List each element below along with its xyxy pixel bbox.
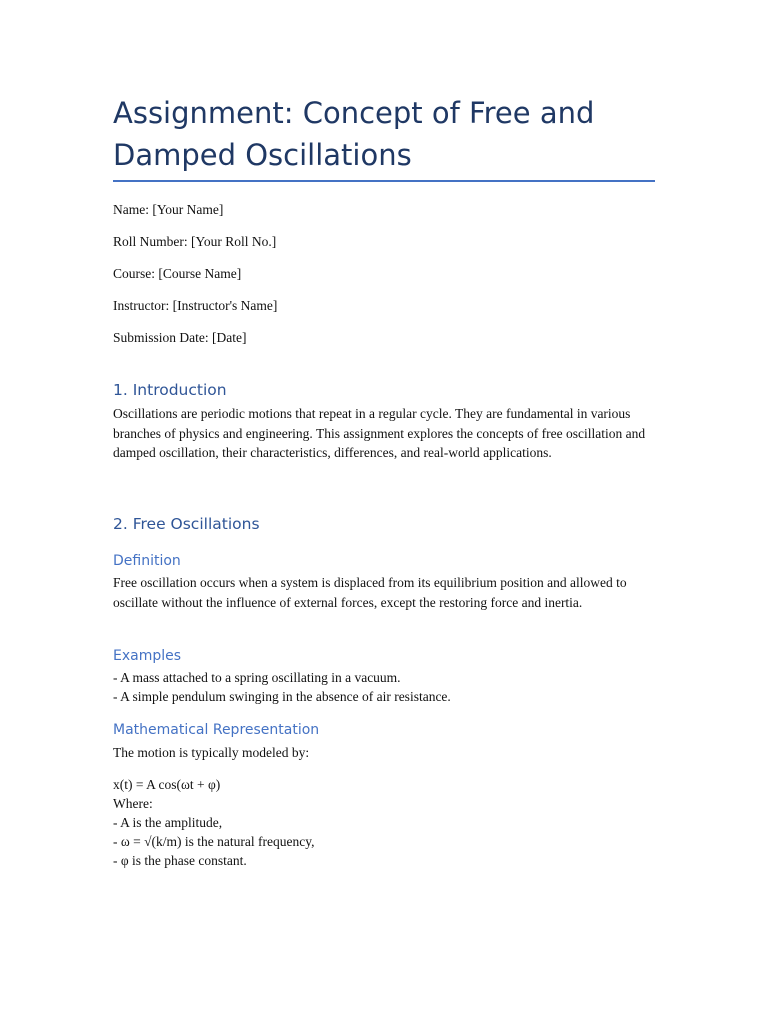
document-title	[113, 92, 658, 176]
math-representation-heading: Mathematical Representation	[113, 722, 320, 738]
meta-instructor: Instructor: [Instructor's Name]	[113, 298, 278, 313]
example-item: - A mass attached to a spring oscillating in a vacuum.	[113, 670, 401, 685]
meta-name: Name: [Your Name]	[113, 202, 224, 217]
free-oscillations-heading: 2. Free Oscillations	[113, 515, 260, 533]
where-label: Where:	[113, 796, 153, 811]
meta-roll-number: Roll Number: [Your Roll No.]	[113, 234, 277, 249]
meta-course: Course: [Course Name]	[113, 266, 242, 281]
where-item: - A is the amplitude,	[113, 815, 223, 830]
title-line-1: Assignment: Concept of Free and	[113, 96, 595, 130]
where-item: - φ is the phase constant.	[113, 853, 247, 868]
where-item: - ω = √(k/m) is the natural frequency,	[113, 834, 315, 849]
equation: x(t) = A cos(ωt + φ)	[113, 777, 221, 792]
intro-heading: 1. Introduction	[113, 381, 227, 399]
math-intro: The motion is typically modeled by:	[113, 745, 310, 760]
intro-paragraph: Oscillations are periodic motions that repeat in a regular cycle. They are fundamental in various branches of physics and engineering. This assignment explores the concepts of free oscillation and damped oscillation, their characteristics, differences, and real-world applications.	[113, 406, 646, 460]
examples-heading: Examples	[113, 648, 182, 664]
definition-heading: Definition	[113, 553, 181, 569]
title-line-2: Damped Oscillations	[113, 138, 412, 172]
definition-paragraph: Free oscillation occurs when a system is displaced from its equilibrium position and allowed to oscillate without the influence of external forces, except the restoring force and inertia.	[113, 575, 627, 610]
title-underline	[113, 180, 655, 182]
meta-submission-date: Submission Date: [Date]	[113, 330, 247, 345]
example-item: - A simple pendulum swinging in the absence of air resistance.	[113, 689, 451, 704]
